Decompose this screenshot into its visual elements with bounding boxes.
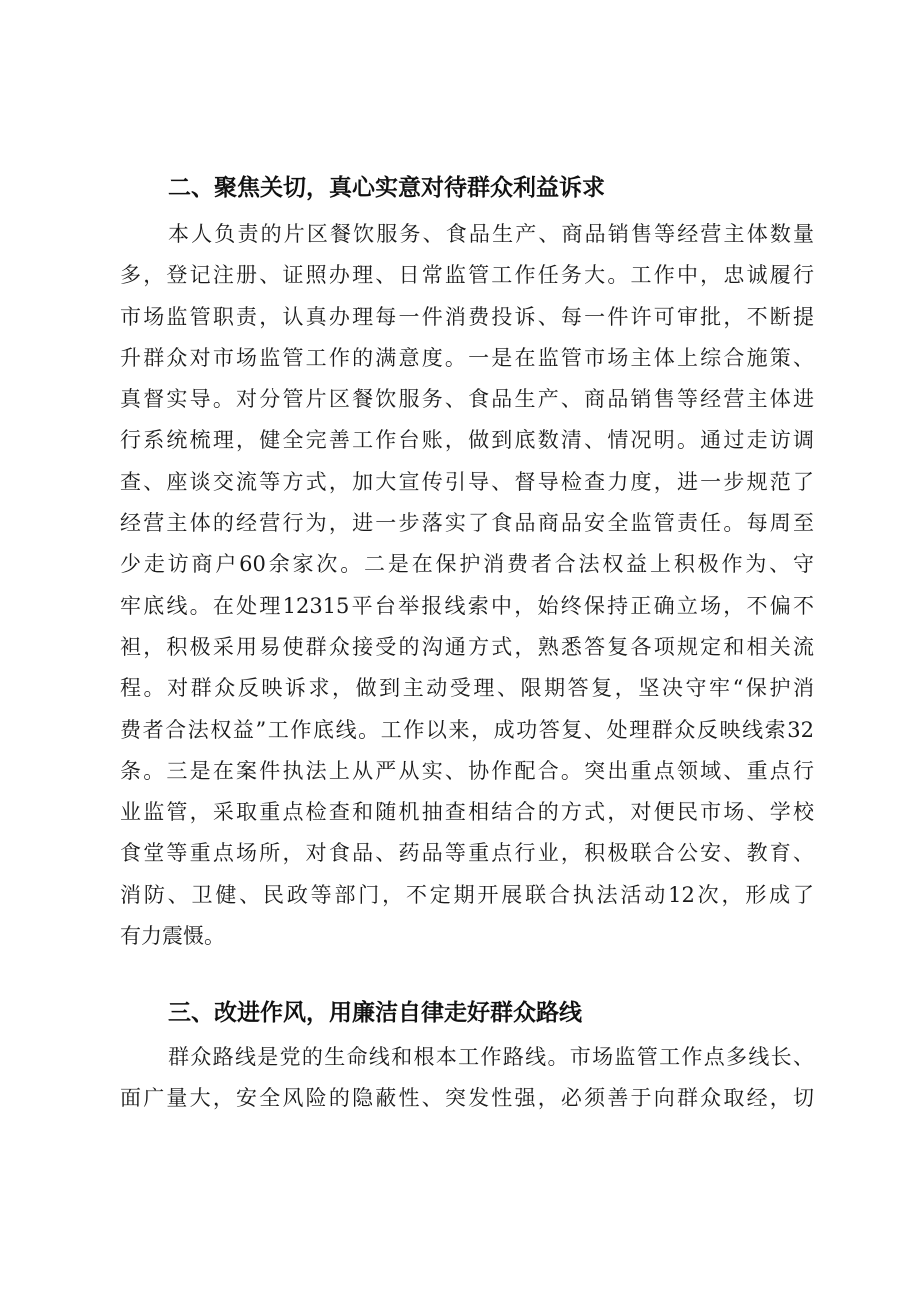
paragraph-line: 食堂等重点场所，对食品、药品等重点行业，积极联合公安、教育、 (120, 841, 814, 866)
paragraph-line: 行系统梳理，健全完善工作台账，做到底数清、情况明。通过走访调 (120, 428, 814, 453)
paragraph-line: 业监管，采取重点检查和随机抽查相结合的方式，对便民市场、学校 (120, 800, 814, 825)
paragraph-line: 消防、卫健、民政等部门，不定期开展联合执法活动12次，形成了 (120, 882, 814, 907)
paragraph-line: 面广量大，安全风险的隐蔽性、突发性强，必须善于向群众取经，切 (120, 1086, 814, 1111)
paragraph-line: 多，登记注册、证照办理、日常监管工作任务大。工作中，忠诚履行 (120, 263, 814, 288)
section-heading-3: 三、改进作风，用廉洁自律走好群众路线 (168, 1000, 582, 1026)
paragraph-line: 群众路线是党的生命线和根本工作路线。市场监管工作点多线长、 (168, 1045, 814, 1069)
paragraph-line: 市场监管职责，认真办理每一件消费投诉、每一件许可审批，不断提 (120, 304, 814, 329)
paragraph-line: 本人负责的片区餐饮服务、食品生产、商品销售等经营主体数量 (168, 222, 814, 246)
paragraph-line: 程。对群众反映诉求，做到主动受理、限期答复，坚决守牢“保护消 (120, 676, 814, 701)
paragraph-line: 条。三是在案件执法上从严从实、协作配合。突出重点领域、重点行 (120, 758, 814, 783)
section-3-paragraph (120, 1037, 814, 1120)
paragraph-line: 少走访商户60余家次。二是在保护消费者合法权益上积极作为、守 (120, 552, 814, 577)
paragraph-line: 升群众对市场监管工作的满意度。一是在监管市场主体上综合施策、 (120, 345, 814, 370)
paragraph-line: 袒，积极采用易使群众接受的沟通方式，熟悉答复各项规定和相关流 (120, 634, 814, 659)
paragraph-line: 有力震慑。 (120, 924, 225, 949)
paragraph-line: 牢底线。在处理12315平台举报线索中，始终保持正确立场，不偏不 (120, 593, 814, 618)
paragraph-line: 真督实导。对分管片区餐饮服务、食品生产、商品销售等经营主体进 (120, 387, 814, 412)
paragraph-line: 经营主体的经营行为，进一步落实了食品商品安全监管责任。每周至 (120, 511, 814, 536)
paragraph-line: 查、座谈交流等方式，加大宣传引导、督导检查力度，进一步规范了 (120, 469, 814, 494)
paragraph-line: 费者合法权益”工作底线。工作以来，成功答复、处理群众反映线索32 (120, 717, 814, 742)
section-2-paragraph (120, 214, 814, 957)
section-heading-2: 二、聚焦关切，真心实意对待群众利益诉求 (168, 175, 605, 201)
